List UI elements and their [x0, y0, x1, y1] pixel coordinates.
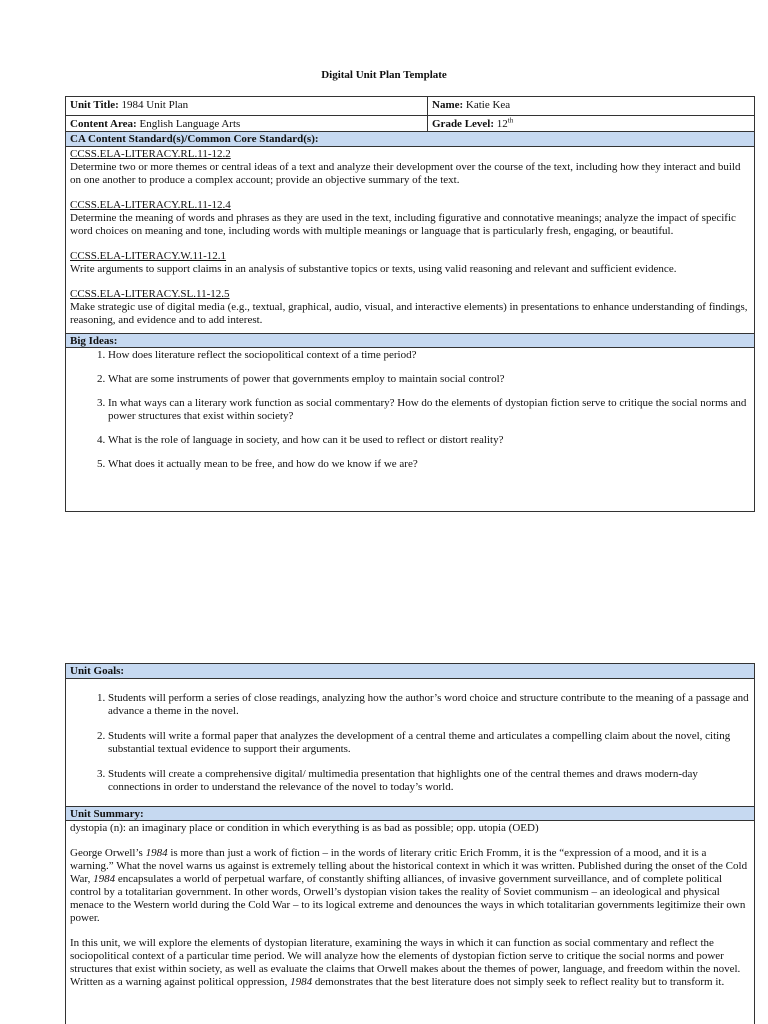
list-item: 4. What is the role of language in society, and how can it be used to reflect or distort reality? [108, 434, 750, 447]
unit-title-value: 1984 Unit Plan [121, 99, 189, 111]
big-ideas-header: Big Ideas: [66, 333, 754, 348]
standard-code: CCSS.ELA-LITERACY.SL.11-12.5 [70, 288, 230, 300]
list-item: 5. What does it actually mean to be free, and how do we know if we are? [108, 458, 750, 471]
unit-title-label: Unit Title: [70, 99, 119, 111]
book-title: 1984 [290, 976, 313, 988]
standard-code: CCSS.ELA-LITERACY.RL.11-12.2 [70, 148, 231, 160]
summary-paragraph [70, 847, 750, 925]
grade-level-suffix: th [507, 116, 514, 125]
grade-level-cell [428, 116, 754, 131]
unit-plan-table-bottom [65, 663, 755, 1024]
content-area-value: English Language Arts [139, 118, 241, 130]
book-title: 1984 [93, 873, 116, 885]
book-title: 1984 [145, 847, 168, 859]
name-label: Name: [432, 99, 464, 111]
page-title: Digital Unit Plan Template [321, 69, 447, 81]
unit-goals-section [66, 679, 754, 794]
standards-header: CA Content Standard(s)/Common Core Standard(s): [66, 132, 754, 147]
info-row-1 [66, 97, 754, 116]
grade-level-value: 12 [496, 118, 508, 130]
unit-plan-table-top [65, 96, 755, 512]
summary-paragraph [70, 937, 750, 989]
summary-text: In this unit, we will explore the elements of dystopian literature, examining the ways in which it can function as social commentary and reflect the sociopolitical context of a particular time period. We will analyze how the elements of dystopian fiction serve to critique the social norms and power structures that exist within society, as well as evaluate the claims that Orwell makes about the themes of power, language, and freedom within the novel. Written as a warning against political oppression, [70, 937, 741, 988]
list-item: 2. Students will write a formal paper that analyzes the development of a central theme and articulates a compelling claim about the novel, citing substantial textual evidence to support their arguments. [108, 730, 750, 756]
name-cell [428, 97, 754, 115]
unit-goals-list [70, 692, 750, 794]
list-item: 1. Students will perform a series of close readings, analyzing how the author’s word choice and structure contribute to the meaning of a passage and advance a theme in the novel. [108, 692, 750, 718]
standard-text: Make strategic use of digital media (e.g., textual, graphical, audio, visual, and interactive elements) in presentations to enhance understanding of findings, reasoning, and evidence and to add interest. [70, 301, 748, 326]
unit-summary-header: Unit Summary: [66, 806, 754, 821]
summary-text: George Orwell’s [70, 847, 146, 859]
standard-text: Write arguments to support claims in an analysis of substantive topics or texts, using valid reasoning and relevant and sufficient evidence. [70, 263, 677, 275]
list-item: 1. How does literature reflect the sociopolitical context of a time period? [108, 349, 750, 362]
list-item: 2. What are some instruments of power that governments employ to maintain social control? [108, 373, 750, 386]
content-area-label: Content Area: [70, 118, 137, 130]
info-row-2 [66, 116, 754, 132]
list-item: 3. Students will create a comprehensive digital/ multimedia presentation that highlights one of the central themes and draws modern-day connections in order to understand the relevance of the novel to today’s world. [108, 768, 750, 794]
name-value: Katie Kea [465, 99, 511, 111]
grade-level-label: Grade Level: [432, 118, 495, 130]
standard-text: Determine the meaning of words and phrases as they are used in the text, including figurative and connotative meanings; analyze the impact of specific word choices on meaning and tone, including words with multiple meanings or language that is particularly fresh, engaging, or beautiful. [70, 212, 736, 237]
summary-text: demonstrates that the best literature does not simply seek to reflect reality but to transform it. [312, 976, 725, 988]
big-ideas-list [70, 349, 750, 471]
standards-section [66, 147, 754, 327]
unit-goals-header: Unit Goals: [66, 664, 754, 679]
big-ideas-section [66, 348, 754, 471]
summary-text: is more than just a work of fiction – in the words of literary critic Erich Fromm, it is the “expression of a mood, and it is a warning.” What the novel warns us against is extremely telling about the historical context in which it was written. Published during the onset of the Cold War, [70, 847, 748, 885]
unit-summary-section [66, 821, 754, 989]
standard-code: CCSS.ELA-LITERACY.RL.11-12.4 [70, 199, 231, 211]
list-item: 3. In what ways can a literary work function as social commentary? How do the elements of dystopian fiction serve to critique the social norms and power structures that exist within society? [108, 397, 750, 423]
content-area-cell [66, 116, 428, 131]
summary-text: encapsulates a world of perpetual warfare, of constantly shifting alliances, of invasive government surveillance, and of complete political control by a totalitarian government. In other words, Orwell’s dystopian vision takes the reality of Soviet communism – an ideological and physical menace to the Western world during the Cold War – to its logical extreme and denounces the ways in which totalitarian governments legitimize their own power. [70, 873, 746, 924]
standard-text: Determine two or more themes or central ideas of a text and analyze their development over the course of the text, including how they interact and build on one another to produce a complex account; provide an objective summary of the text. [70, 161, 741, 186]
standard-code: CCSS.ELA-LITERACY.W.11-12.1 [70, 250, 227, 262]
unit-title-cell [66, 97, 428, 115]
dystopia-definition: dystopia (n): an imaginary place or condition in which everything is as bad as possible; opp. utopia (OED) [70, 822, 539, 834]
